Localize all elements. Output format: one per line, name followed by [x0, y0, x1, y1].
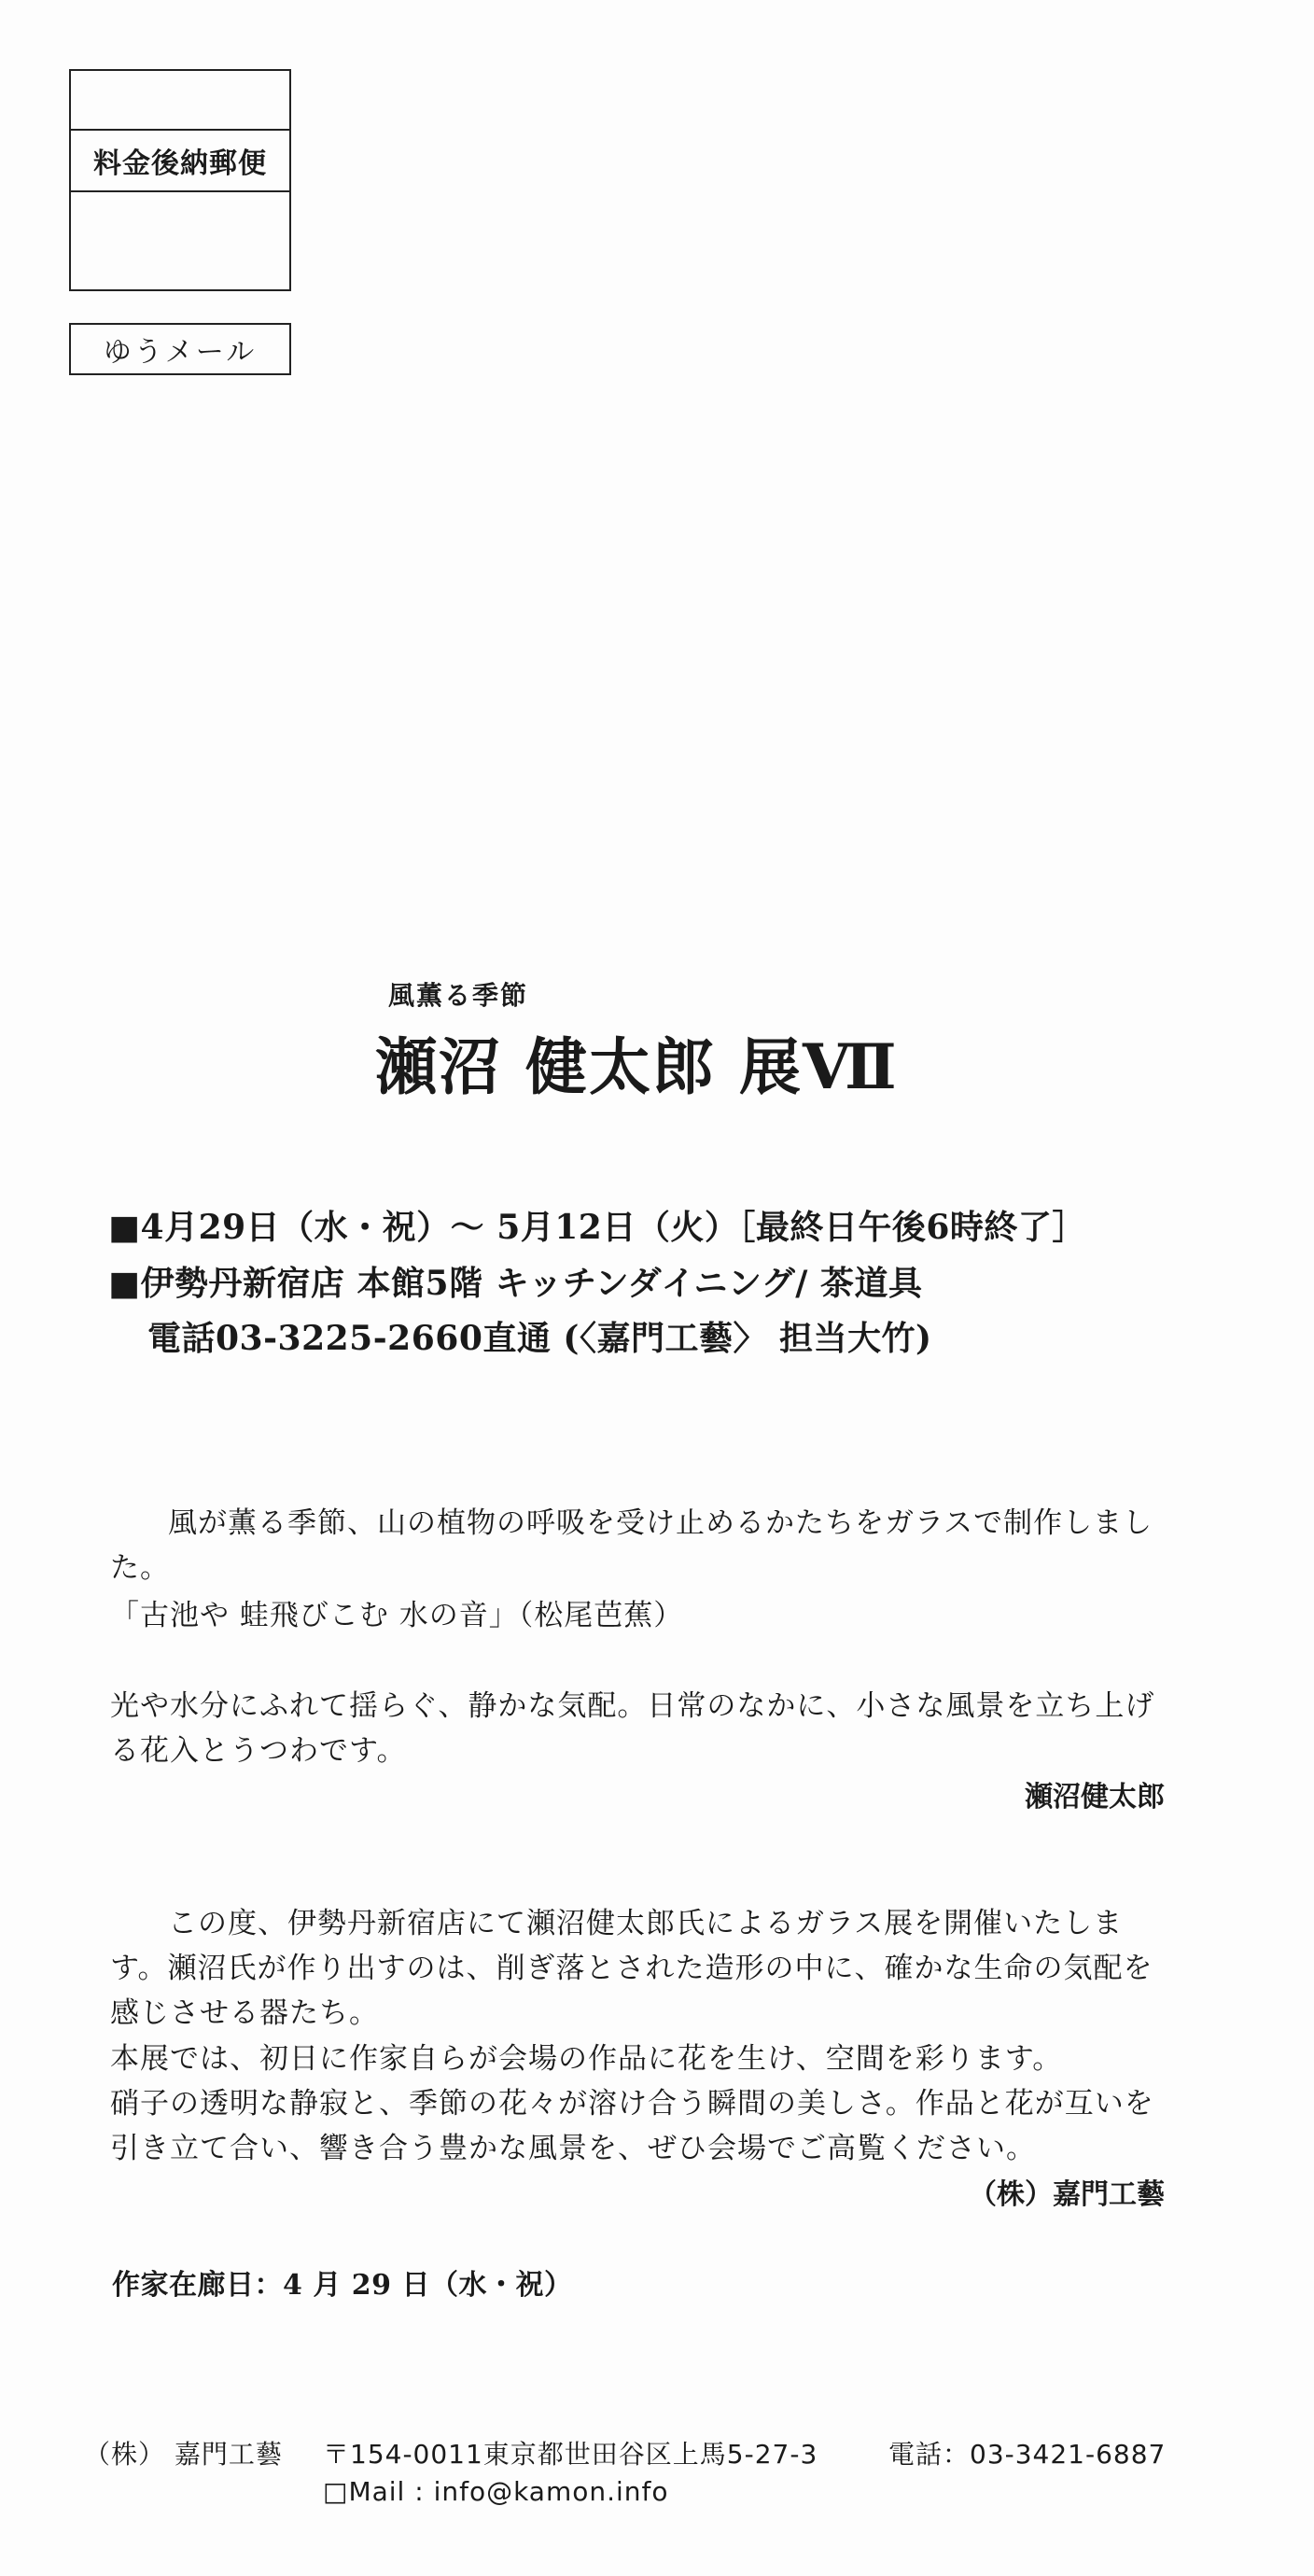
haiku-quote: 「古池や 蛙飛びこむ 水の音」（松尾芭蕉） — [110, 1599, 684, 1632]
exhibition-subtitle: 風薫る季節 — [388, 980, 529, 1011]
postal-indicia-box — [69, 69, 291, 291]
footer-company: （株） 嘉門工藝 — [84, 2439, 283, 2470]
artist-statement-intro: 風が薫る季節、山の植物の呼吸を受け止めるかたちをガラスで制作しました。 — [110, 1506, 1153, 1585]
exhibition-title: 瀬沼 健太郎 展Ⅶ — [375, 1030, 899, 1103]
exhibition-dates: ■4月29日（水・祝）～ 5月12日（火）［最終日午後6時終了］ — [108, 1208, 1086, 1247]
footer-phone: 電話：03-3421-6887 — [888, 2439, 1167, 2470]
artist-signature: 瀬沼健太郎 — [1025, 1781, 1165, 1813]
gallery-statement-closing: 硝子の透明な静寂と、季節の花々が溶け合う瞬間の美しさ。作品と花が互いを引き立て合い、響き合う豊かな風景を、ぜひ会場でご高覧ください。 — [110, 2087, 1154, 2165]
exhibition-venue: ■伊勢丹新宿店 本館5階 キッチンダイニング/ 茶道具 — [108, 1264, 923, 1303]
footer-address: 〒154-0011東京都世田谷区上馬5-27-3 — [323, 2439, 818, 2470]
footer-email[interactable]: □Mail : info@kamon.info — [323, 2476, 669, 2507]
mail-type-label: ゆうメール — [69, 323, 291, 375]
artist-statement-body: 光や水分にふれて揺らぐ、静かな気配。日常のなかに、小さな風景を立ち上げる花入とうつわです。 — [110, 1689, 1155, 1768]
gallery-statement-intro: この度、伊勢丹新宿店にて瀬沼健太郎氏によるガラス展を開催いたします。瀬沼氏が作り出すのは、削ぎ落とされた造形の中に、確かな生命の気配を感じさせる器たち。 — [110, 1907, 1153, 2030]
gallery-statement-event: 本展では、初日に作家自らが会場の作品に花を生け、空間を彩ります。 — [110, 2042, 1063, 2076]
gallery-signature: （株）嘉門工藝 — [969, 2178, 1165, 2211]
venue-phone: 電話03-3225-2660直通 (〈嘉門工藝〉 担当大竹) — [147, 1319, 932, 1358]
artist-presence-date: 作家在廊日：4 月 29 日（水・祝） — [112, 2269, 573, 2302]
postal-fee-label: 料金後納郵便 — [71, 129, 289, 192]
